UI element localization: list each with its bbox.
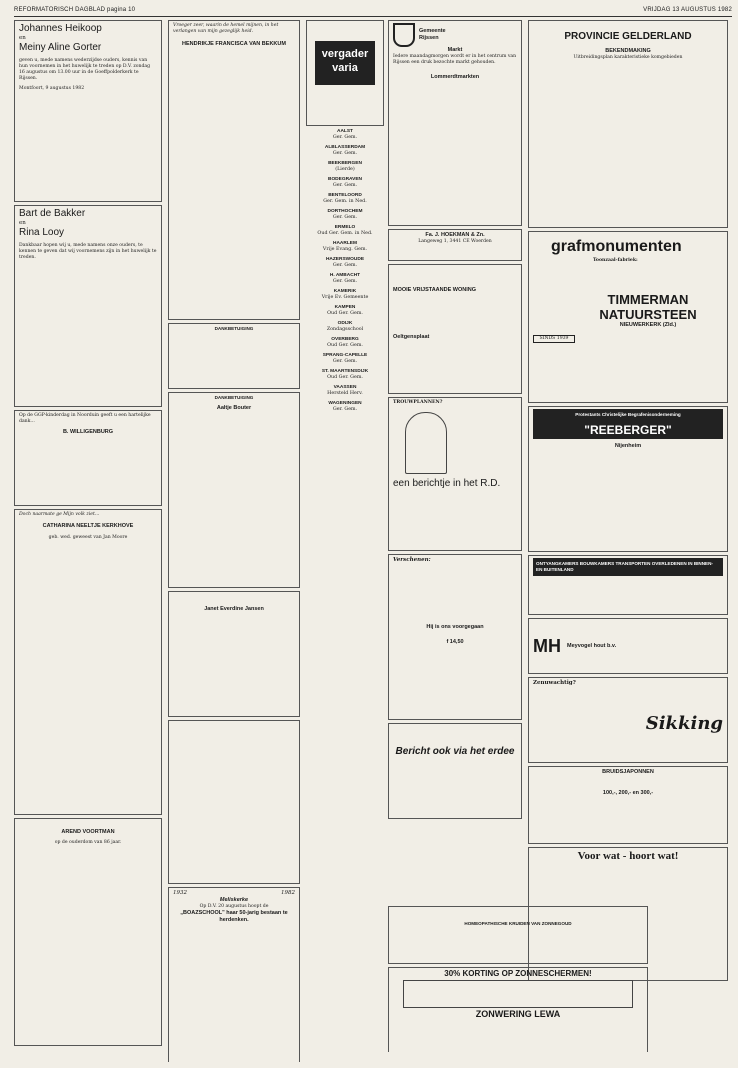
church-name: VAASSEN <box>333 385 357 390</box>
ad-name: Johannes Heikoop <box>19 23 102 34</box>
reeberger-heading: Protestants Christelijke Begrafenisonderneming <box>533 409 723 421</box>
church-sub: Oud Ger. Gem. <box>327 343 363 348</box>
church-listing <box>306 177 384 189</box>
ad-homeopathisch <box>388 906 648 964</box>
church-listing <box>306 225 384 237</box>
church-sub: Oud Ger. Gem. in Ned. <box>317 231 373 236</box>
year-left: 1932 <box>173 890 187 896</box>
page-header <box>14 4 732 17</box>
ad-kerkhove <box>14 509 162 815</box>
ad-bakker-looy <box>14 205 162 407</box>
ad-willigenburg <box>14 410 162 506</box>
rijssen-title: Rijssen <box>419 35 439 41</box>
timmerman-year: SINDS 1939 <box>533 335 575 343</box>
ad-jansen <box>168 591 300 717</box>
church-name: BEEKBERGEN <box>328 161 362 166</box>
reeberger-name: "REEBERGER" <box>533 421 723 439</box>
graf-title: grafmonumenten <box>551 238 682 255</box>
church-sub: (Lierde) <box>335 167 355 172</box>
church-listing <box>306 145 384 157</box>
column-2 <box>168 20 300 1062</box>
vergader-logo <box>315 41 375 85</box>
hoekman-name: Fa. J. HOEKMAN & Zn. <box>425 232 485 238</box>
church-name: BODEGRAVEN <box>327 177 363 182</box>
ad-name: Janet Everdine Jansen <box>204 606 264 612</box>
ad-heading: DANKBETUIGING <box>214 326 254 331</box>
church-listing <box>306 129 384 141</box>
hoekman-address: Langeweg 1, 3441 CE Woerden <box>418 239 492 244</box>
ad-van-bekkum <box>168 20 300 320</box>
ad-sub: Op D.V. 20 augustus hoopt de <box>199 904 269 909</box>
ad-hoekman <box>388 229 522 261</box>
ad-meyvogel-hout <box>528 618 728 674</box>
church-name: ERMELO <box>334 225 356 230</box>
woning-place: Oeltgensplaat <box>393 334 430 340</box>
provincie-title: PROVINCIE GELDERLAND <box>564 31 692 42</box>
church-name: KAMERIK <box>333 289 357 294</box>
church-name: HAARLEM <box>333 241 357 246</box>
church-sub: Hersteld Herv. <box>327 391 363 396</box>
church-listings <box>306 129 384 413</box>
column-1 <box>14 20 162 1062</box>
church-name: WAGENINGEN <box>328 401 362 406</box>
reeberger-place: Nijenheim <box>614 443 642 449</box>
church-name: DORTHOCHEM <box>327 209 363 214</box>
church-listing <box>306 161 384 173</box>
rijssen-text: Iedere maandagmorgen wordt er in het centrum van Rijssen een druk bezochte markt gehouden. <box>393 54 517 65</box>
ad-gemeente-rijssen <box>388 20 522 226</box>
ad-quote: Doch naarmate ge Mijn volk ziet... <box>19 512 100 517</box>
ad-text: Op de GGP-kinderdag in Noorduin geeft u een hartelijke dank... <box>19 413 151 424</box>
ad-name: HENDRIKJE FRANCISCA VAN BEKKUM <box>182 41 286 47</box>
church-listing <box>306 305 384 317</box>
ad-heading: B. WILLIGENBURG <box>62 429 114 435</box>
ad-place: Montfoort, 9 augustus 1982 <box>19 86 85 91</box>
church-listing <box>306 209 384 221</box>
church-name: AALST <box>337 129 353 134</box>
church-name: ST. MAARTENSDIJK <box>321 369 369 374</box>
ad-text: geb. wed. geweest van Jan Moore <box>48 535 128 540</box>
year-right: 1982 <box>281 890 295 896</box>
church-sub: Ger. Gem. <box>332 407 358 412</box>
church-listing <box>306 289 384 301</box>
rijssen-markt: Markt <box>447 47 463 53</box>
ad-headline: „BOAZSCHOOL" haar 50-jarig bestaan te herdenken. <box>180 910 288 923</box>
church-sub: Oud Ger. Gem. <box>327 375 363 380</box>
timmerman-place: NIEUWERKERK (Zld.) <box>619 322 677 328</box>
ad-name: Meiny Aline Gorter <box>19 42 102 53</box>
ad-text: Vroeger zeer, waarin de hemel mijnen, in het verlangen van mijn gezeglijk heid. <box>173 23 279 34</box>
church-listing <box>306 241 384 253</box>
church-listing <box>306 257 384 269</box>
church-sub: Ger. Gem. <box>332 279 358 284</box>
church-sub: Ger. Gem. <box>332 359 358 364</box>
ad-en: en <box>19 35 26 41</box>
church-sub: Ger. Gem. <box>332 183 358 188</box>
ad-heading: DANKBETUIGING <box>214 395 254 400</box>
church-listing <box>306 273 384 285</box>
trouw-text: een berichtje in het R.D. <box>393 478 501 489</box>
ad-text: op de ouderdom van 86 jaar. <box>54 840 122 845</box>
church-name: KAMPEN <box>334 305 356 310</box>
sikking-logo: Sikking <box>645 713 723 734</box>
ad-name: Rina Looy <box>19 227 65 238</box>
ad-dankbetuiging-2 <box>168 392 300 588</box>
book-price: f 14,50 <box>446 639 464 645</box>
ad-name: AREND VOORTMAN <box>61 829 115 835</box>
voor-wat-heading: Voor wat - hoort wat! <box>577 850 679 862</box>
church-listing <box>306 353 384 365</box>
column-3 <box>306 20 384 1062</box>
church-name: SPRANG-CAPELLE <box>322 353 368 358</box>
church-listing <box>306 369 384 381</box>
rijssen-shield-icon <box>393 23 415 47</box>
church-sub: Vrije Evang. Gem. <box>322 247 368 252</box>
church-sub: Ger. Gem. in Ned. <box>323 199 367 204</box>
rijssen-title: Gemeente <box>419 28 446 34</box>
ad-dentist <box>168 720 300 884</box>
church-sub: Zondagsschool <box>326 327 364 332</box>
ad-voortman <box>14 818 162 1046</box>
ad-title: Meliskerke <box>219 897 249 903</box>
ad-bericht-erdee <box>388 723 522 819</box>
zonwering-heading: 30% KORTING OP ZONNESCHERMEN! <box>444 969 592 978</box>
church-listing <box>306 321 384 333</box>
ad-provincie-gelderland <box>528 20 728 228</box>
church-name: HAZERSWOUDE <box>325 257 365 262</box>
church-sub: Ger. Gem. <box>332 263 358 268</box>
ad-zonwering-lewa <box>388 967 648 1052</box>
ad-text: Dankbaar hopen wij u, mede namens onze ouders, te kennen te geven dat wij voornemens zijn in het huwelijk te treden. <box>19 243 157 260</box>
book-title: Hij is ons voorgegaan <box>426 624 484 630</box>
ad-woning <box>388 264 522 394</box>
church-sub: Vrije Ev. Gemeente <box>321 295 369 300</box>
homeo-heading: HOMEOPATHISCHE KRUIDEN VAN ZONNEGOUD <box>464 921 572 926</box>
ad-reeberger <box>528 406 728 552</box>
church-sub: Ger. Gem. <box>332 151 358 156</box>
church-sub: Ger. Gem. <box>332 215 358 220</box>
header-left: REFORMATORISCH DAGBLAD pagina 10 <box>14 7 136 13</box>
mh-name: Meyvogel hout b.v. <box>567 642 617 649</box>
ad-meliskerke <box>168 887 300 1062</box>
ad-trouwplannen <box>388 397 522 551</box>
awning-illustration <box>403 980 633 1008</box>
church-sub: Oud Ger. Gem. <box>327 311 363 316</box>
bruid-heading: BRUIDSJAPONNEN <box>602 769 654 775</box>
lommerdt-heading: Lommerdtmarkten <box>430 74 480 80</box>
vergader-title: vergader varia <box>321 48 369 74</box>
timmerman-name: NATUURSTEEN <box>599 307 697 322</box>
ad-heikoop-gorter <box>14 20 162 202</box>
bottom-ads <box>388 906 648 1052</box>
trouw-heading: TROUWPLANNEN? <box>393 400 443 405</box>
bekendmaking-heading: BEKENDMAKING <box>605 48 651 54</box>
header-right: VRIJDAG 13 AUGUSTUS 1982 <box>643 7 732 13</box>
ad-overledenen-transport <box>528 555 728 615</box>
ad-bruidsjaponnen <box>528 766 728 844</box>
church-listing <box>306 385 384 397</box>
timmerman-name: TIMMERMAN <box>607 292 689 307</box>
ad-en: en <box>19 220 26 226</box>
zonwering-name: ZONWERING LEWA <box>475 1009 561 1019</box>
church-name: H. AMBACHT <box>329 273 361 278</box>
graf-sub: Toonzaal-fabriek: <box>593 258 638 263</box>
church-listing <box>306 193 384 205</box>
ad-dankbetuiging-1 <box>168 323 300 389</box>
zenuw-heading: Zenuwachtig? <box>533 680 576 686</box>
mh-logo: MH <box>533 635 561 656</box>
church-sub: Ger. Gem. <box>332 135 358 140</box>
church-listing <box>306 337 384 349</box>
ad-text: geven u, mede namens wederzijdse ouders, kennis van hun voornemen in het huwelijk te treden op D.V. zondag 16 augustus om 13.00 uur in de Goeffpolderkerk te Rijssen. <box>19 58 151 81</box>
ad-name: CATHARINA NEELTJE KERKHOVE <box>42 523 134 529</box>
church-listing <box>306 401 384 413</box>
church-name: BENTELOORD <box>328 193 362 198</box>
verschenen-heading: Verschenen: <box>393 557 431 563</box>
bride-groom-illustration <box>405 412 447 474</box>
bruid-price: 100,-, 200,- en 300,- <box>602 790 654 796</box>
church-name: ALBLASSERDAM <box>324 145 366 150</box>
ad-name: Aaltje Bouter <box>216 405 252 411</box>
ad-grafmonumenten <box>528 231 728 403</box>
bekendmaking-sub: Uitbreidingsplan karakteristieke komgebieden <box>573 55 683 60</box>
ad-name: Bart de Bakker <box>19 208 86 219</box>
vergader-varia-banner <box>306 20 384 126</box>
ad-sikking <box>528 677 728 763</box>
church-name: OVERBERG <box>331 337 359 342</box>
church-name: ODIJK <box>337 321 353 326</box>
overledenen-heading: ONTYANGKAMERS BOUWKAMERS TRANSPORTEN OVERLEDENEN IN BINNEN- EN BUITENLAND <box>533 558 723 576</box>
ad-verschenen <box>388 554 522 720</box>
bericht-text: Bericht ook via het erdee <box>395 746 515 757</box>
woning-heading: MOOIE VRIJSTAANDE WONING <box>393 287 477 293</box>
